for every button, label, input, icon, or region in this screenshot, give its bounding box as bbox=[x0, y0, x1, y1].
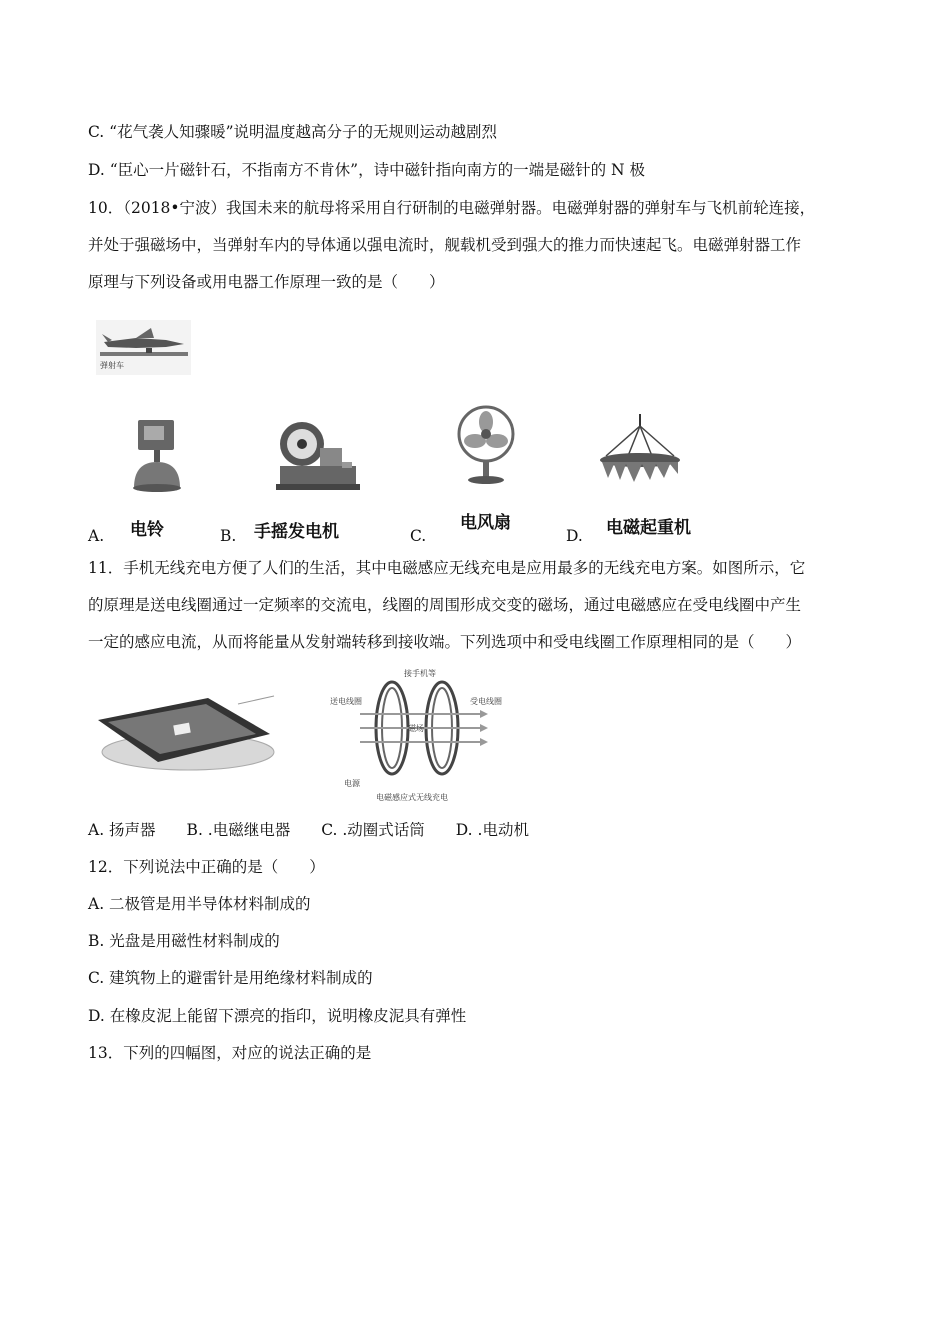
sender-coil-label: 送电线圈 bbox=[330, 697, 362, 706]
q10-option-a-letter: A. bbox=[88, 527, 105, 545]
q10-option-b-caption: 手摇发电机 bbox=[254, 522, 339, 542]
receiver-coil-label: 受电线圈 bbox=[470, 697, 502, 706]
question-12-option-d: D. 在橡皮泥上能留下漂亮的指印，说明橡皮泥具有弹性 bbox=[88, 1007, 467, 1025]
phone-label: 接手机等 bbox=[404, 669, 436, 678]
hand-generator-image bbox=[272, 418, 364, 496]
q10-option-d-caption: 电磁起重机 bbox=[606, 518, 691, 538]
electric-bell-image bbox=[128, 418, 188, 493]
question-10-line2: 并处于强磁场中，当弹射车内的导体通以强电流时，舰载机受到强大的推力而快速起飞。电磁弹射器工作 bbox=[88, 236, 802, 254]
launcher-figure bbox=[96, 320, 191, 375]
wireless-charging-phone-image bbox=[88, 690, 276, 776]
question-10-line3: 原理与下列设备或用电器工作原理一致的是（ ） bbox=[88, 273, 445, 291]
wireless-charging-diagram bbox=[330, 668, 510, 806]
q10-option-b-letter: B. bbox=[220, 527, 237, 545]
magnetic-field-label: 磁场 bbox=[408, 724, 424, 733]
q10-option-c-letter: C. bbox=[410, 527, 427, 545]
question-12-stem: 12．下列说法中正确的是（ ） bbox=[88, 858, 325, 876]
question-12-option-b: B. 光盘是用磁性材料制成的 bbox=[88, 932, 280, 950]
electromagnetic-crane-image bbox=[592, 412, 688, 488]
question-11-line3: 一定的感应电流，从而将能量从发射端转移到接收端。下列选项中和受电线圈工作原理相同的是（ ） bbox=[88, 633, 802, 651]
q10-option-c-caption: 电风扇 bbox=[460, 513, 511, 533]
question-12-option-c: C. 建筑物上的避雷针是用绝缘材料制成的 bbox=[88, 969, 373, 987]
power-source-label: 电源 bbox=[344, 779, 360, 788]
question-13-stem: 13．下列的四幅图，对应的说法正确的是 bbox=[88, 1044, 372, 1062]
option-c-text: C. “花气袭人知骤暖”说明温度越高分子的无规则运动越剧烈 bbox=[88, 123, 498, 141]
option-d-text: D. “臣心一片磁针石，不指南方不肯休”，诗中磁针指向南方的一端是磁针的 N 极 bbox=[88, 161, 645, 179]
launcher-label: 弹射车 bbox=[100, 361, 124, 370]
question-11-line2: 的原理是送电线圈通过一定频率的交流电，线圈的周围形成交变的磁场，通过电磁感应在受电线圈中产生 bbox=[88, 596, 802, 614]
q10-option-a-caption: 电铃 bbox=[130, 520, 164, 540]
diagram-caption: 电磁感应式无线充电 bbox=[376, 793, 448, 802]
electric-fan-image bbox=[456, 404, 518, 486]
question-10-line1: 10．（2018•宁波）我国未来的航母将采用自行研制的电磁弹射器。电磁弹射器的弹射车与飞机前轮连接， bbox=[88, 199, 816, 217]
question-11-options: A. 扬声器 B. .电磁继电器 C. .动圈式话筒 D. .电动机 bbox=[88, 821, 529, 839]
q10-option-d-letter: D. bbox=[566, 527, 583, 545]
question-11-line1: 11．手机无线充电方便了人们的生活，其中电磁感应无线充电是应用最多的无线充电方案。如图所示，它 bbox=[88, 559, 806, 577]
question-12-option-a: A. 二极管是用半导体材料制成的 bbox=[88, 895, 311, 913]
